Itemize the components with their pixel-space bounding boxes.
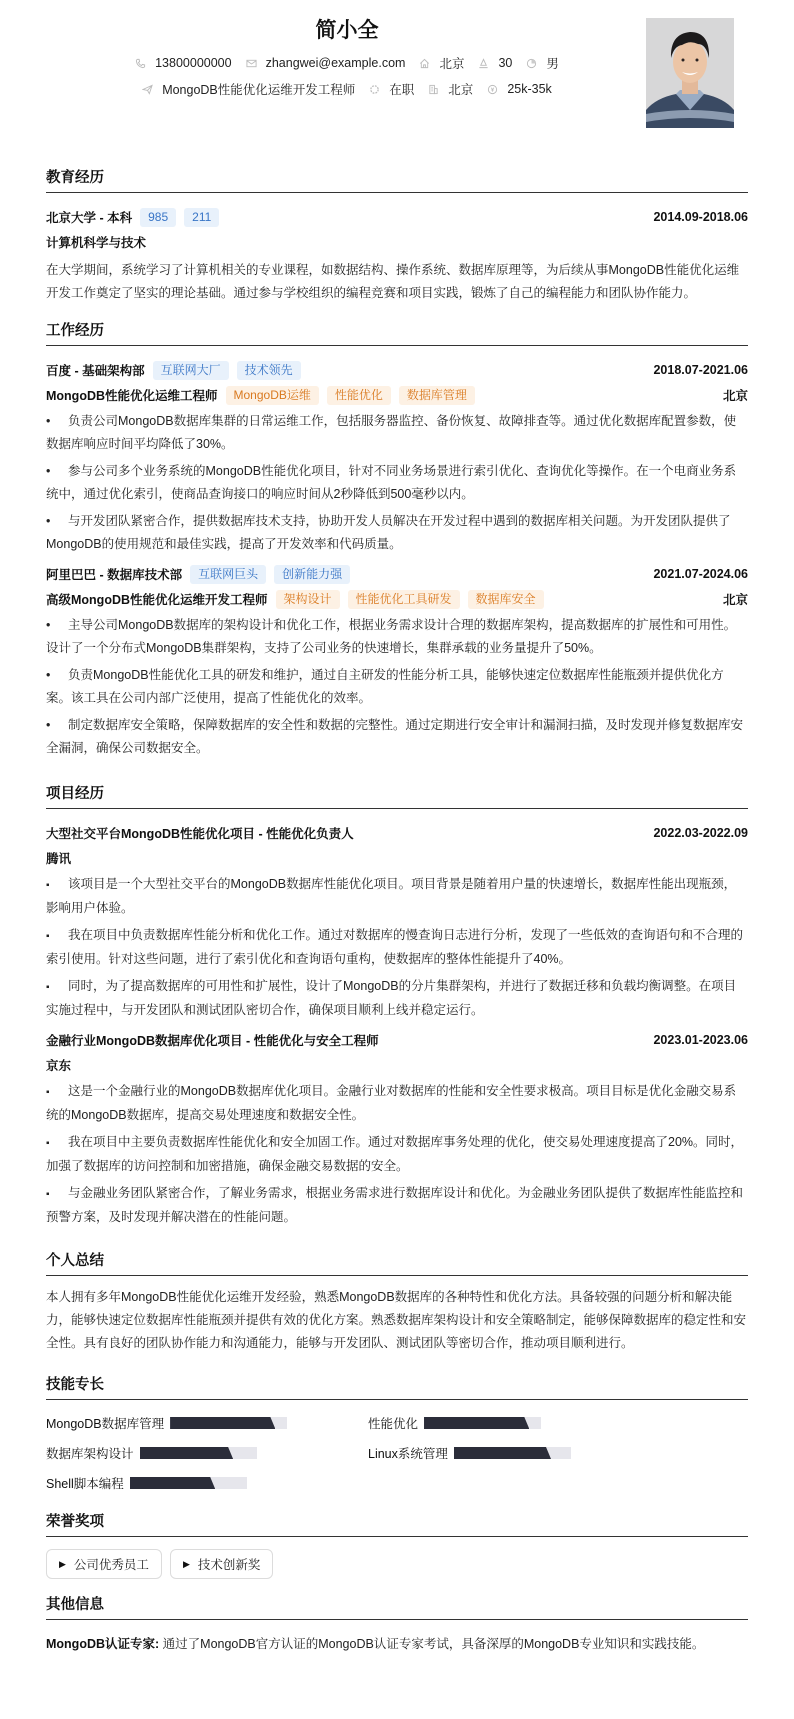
role-tag: 性能优化工具研发	[348, 590, 460, 609]
education-major-row	[46, 229, 748, 255]
bullet-icon	[46, 410, 68, 433]
project-name: 大型社交平台MongoDB性能优化项目 - 性能优化负责人	[46, 827, 354, 841]
summary-section	[46, 1249, 748, 1355]
triangle-right-icon: ▶	[182, 1558, 190, 1569]
contact-age: 30	[478, 56, 512, 70]
skills-section	[46, 1373, 748, 1494]
other-info-text: 通过了MongoDB官方认证的MongoDB认证专家考试，具备深厚的MongoDB专业知识和实践技能。	[162, 1637, 705, 1651]
other-info-label: MongoDB认证专家:	[46, 1637, 160, 1651]
project-date: 2023.01-2023.06	[653, 1033, 748, 1047]
list-item: ▪该项目是一个大型社交平台的MongoDB数据库性能优化项目。项目背景是随着用户量的快速增长，数据库性能出现瓶颈，影响用户体验。	[46, 873, 748, 920]
bullet-icon	[46, 924, 68, 948]
avatar-portrait-icon	[646, 18, 734, 128]
company-tag: 创新能力强	[274, 565, 350, 584]
work-date: 2018.07-2021.06	[653, 363, 748, 377]
school-tag: 211	[184, 208, 219, 227]
list-item: ▪这是一个金融行业的MongoDB数据库优化项目。金融行业对数据库的性能和安全性要求极高。项目目标是优化金融交易系统的MongoDB数据库，提高交易处理速度和数据安全性。	[46, 1080, 748, 1127]
work-entry	[46, 562, 748, 760]
project-header	[46, 1028, 748, 1052]
major: 计算机科学与技术	[46, 236, 147, 250]
building-icon	[428, 84, 439, 95]
bullet-icon	[46, 975, 68, 999]
school-name: 北京大学 - 本科	[46, 211, 133, 225]
avatar-photo	[646, 18, 734, 128]
project-entry	[46, 1028, 748, 1229]
section-title-projects: 项目经历	[46, 782, 748, 809]
list-item: •负责公司MongoDB数据库集群的日常运维工作，包括服务器监控、备份恢复、故障排查等。通过优化数据库配置参数，使数据库响应时间平均降低了30%。	[46, 410, 748, 456]
work-location: 北京	[722, 389, 748, 403]
skill-item	[46, 1472, 368, 1494]
work-entry	[46, 358, 748, 556]
project-header	[46, 821, 748, 845]
job-role: MongoDB性能优化运维工程师	[46, 389, 218, 403]
bullet-icon	[46, 1131, 68, 1155]
skill-bar-fill	[140, 1447, 234, 1459]
home-icon	[419, 58, 430, 69]
bullet-icon	[46, 714, 68, 737]
work-bullets	[46, 410, 748, 556]
school-tag: 985	[140, 208, 176, 227]
education-date: 2014.09-2018.06	[653, 210, 748, 224]
awards-section	[46, 1510, 748, 1579]
role-tag: 数据库管理	[399, 386, 475, 405]
skill-name: 数据库架构设计	[46, 1447, 134, 1461]
bullet-icon	[46, 664, 68, 687]
education-section	[46, 166, 748, 305]
section-title-awards: 荣誉奖项	[46, 1510, 748, 1537]
project-date: 2022.03-2022.09	[653, 826, 748, 840]
work-role-row	[46, 586, 748, 612]
bullet-icon	[46, 1182, 68, 1206]
project-company: 腾讯	[46, 852, 72, 866]
list-item: •制定数据库安全策略，保障数据库的安全性和数据的完整性。通过定期进行安全审计和漏洞扫描，及时发现并修复数据库安全漏洞，确保公司数据安全。	[46, 714, 748, 760]
list-item: ▪我在项目中主要负责数据库性能优化和安全加固工作。通过对数据库事务处理的优化，使交易处理速度提高了20%。同时，加强了数据库的访问控制和加密措施，确保金融交易数据的安全。	[46, 1131, 748, 1178]
summary-text: 本人拥有多年MongoDB性能优化运维开发经验，熟悉MongoDB数据库的各种特性和优化方法。具备较强的问题分析和解决能力，能够快速定位数据库性能瓶颈并提供有效的优化方案。熟悉数据库架构设计和安全策略制定，能够保障数据库的稳定性和安全性。具有良好的团队协作能力和沟通能力，能够与开发团队、测试团队等密切合作，推动项目顺利进行。	[46, 1290, 747, 1350]
salary-icon	[487, 84, 498, 95]
work-entry-header	[46, 358, 748, 382]
list-item: ▪我在项目中负责数据库性能分析和优化工作。通过对数据库的慢查询日志进行分析，发现了一些低效的查询语句和不合理的索引使用。针对这些问题，进行了索引优化和查询语句重构，使数据库的整体性能提升了40%。	[46, 924, 748, 971]
contact-email: zhangwei@example.com	[246, 56, 406, 70]
contact-phone: 13800000000	[135, 56, 231, 70]
section-title-skills: 技能专长	[46, 1373, 748, 1400]
section-title-work: 工作经历	[46, 319, 748, 346]
projects-section	[46, 782, 748, 1229]
bullet-icon	[46, 1080, 68, 1104]
skill-name: Linux系统管理	[368, 1447, 448, 1461]
gender-icon	[526, 58, 537, 69]
section-title-summary: 个人总结	[46, 1249, 748, 1276]
project-entry	[46, 821, 748, 1022]
intent-position: MongoDB性能优化运维开发工程师	[142, 80, 355, 98]
list-item: •参与公司多个业务系统的MongoDB性能优化项目，针对不同业务场景进行索引优化、查询优化等操作。在一个电商业务系统中，通过优化索引，使商品查询接口的响应时间从2秒降低到500毫秒以内。	[46, 460, 748, 506]
skill-item	[46, 1412, 368, 1434]
education-entry-header	[46, 205, 748, 229]
intent-status: 在职	[369, 80, 414, 98]
triangle-right-icon: ▶	[59, 1558, 66, 1569]
intent-salary: 25k-35k	[487, 82, 551, 96]
work-location: 北京	[722, 593, 748, 607]
skill-name: MongoDB数据库管理	[46, 1417, 165, 1431]
list-item: ▪同时，为了提高数据库的可用性和扩展性，设计了MongoDB的分片集群架构，并进行了数据迁移和负载均衡调整。在项目实施过程中，与开发团队和测试团队密切合作，确保项目顺利上线并稳定运行。	[46, 975, 748, 1022]
skill-item	[46, 1442, 368, 1464]
company-tag: 技术领先	[237, 361, 301, 380]
skill-item	[368, 1442, 690, 1464]
role-tag: MongoDB运维	[226, 386, 319, 405]
project-name: 金融行业MongoDB数据库优化项目 - 性能优化与安全工程师	[46, 1034, 379, 1048]
list-item: ▪与金融业务团队紧密合作，了解业务需求，根据业务需求进行数据库设计和优化。为金融业务团队提供了数据库性能监控和预警方案，及时发现并解决潜在的性能问题。	[46, 1182, 748, 1229]
job-role: 高级MongoDB性能优化运维开发工程师	[46, 593, 268, 607]
skill-bar-fill	[130, 1477, 215, 1489]
phone-icon	[135, 58, 146, 69]
mail-icon	[246, 58, 257, 69]
work-role-row	[46, 382, 748, 408]
section-title-education: 教育经历	[46, 166, 748, 193]
role-tag: 性能优化	[327, 386, 391, 405]
list-item: •负责MongoDB性能优化工具的研发和维护，通过自主研发的性能分析工具，能够快速定位数据库性能瓶颈并提供优化方案。该工具在公司内部广泛使用，提高了性能优化的效率。	[46, 664, 748, 710]
resume-header	[46, 14, 748, 154]
contact-row	[46, 50, 648, 76]
awards-list	[46, 1549, 748, 1579]
intent-city: 北京	[428, 80, 473, 98]
list-item: •主导公司MongoDB数据库的架构设计和优化工作，根据业务需求设计合理的数据库架构，提高数据库的扩展性和可用性。设计了一个分布式MongoDB集群架构，支持了公司业务的快速增长，集群承载的业务量提升了50%。	[46, 614, 748, 660]
award-item[interactable]: ▶ 技术创新奖	[170, 1549, 273, 1579]
list-item: •与开发团队紧密合作，提供数据库技术支持，协助开发人员解决在开发过程中遇到的数据库相关问题。为开发团队提供了MongoDB的使用规范和最佳实践，提高了开发效率和代码质量。	[46, 510, 748, 556]
work-date: 2021.07-2024.06	[653, 567, 748, 581]
skills-grid	[46, 1412, 748, 1494]
work-entry-header	[46, 562, 748, 586]
project-bullets	[46, 873, 748, 1022]
skill-bar	[130, 1477, 247, 1489]
award-item[interactable]: ▶ 公司优秀员工	[46, 1549, 162, 1579]
skill-bar	[170, 1417, 287, 1429]
skill-name: 性能优化	[368, 1417, 419, 1431]
work-bullets	[46, 614, 748, 760]
skill-item	[368, 1412, 690, 1434]
skill-bar	[454, 1447, 571, 1459]
company-tag: 互联网巨头	[190, 565, 266, 584]
contact-city: 北京	[419, 54, 464, 72]
company-name: 阿里巴巴 - 数据库技术部	[46, 568, 183, 582]
project-bullets	[46, 1080, 748, 1229]
section-title-other: 其他信息	[46, 1593, 748, 1620]
education-description: 在大学期间，系统学习了计算机相关的专业课程，如数据结构、操作系统、数据库原理等，为后续从事MongoDB性能优化运维开发工作奠定了坚实的理论基础。通过参与学校组织的编程竞赛和项目实践，锻炼了自己的编程能力和团队协作能力。	[46, 263, 740, 300]
bullet-icon	[46, 460, 68, 483]
project-company: 京东	[46, 1059, 72, 1073]
bullet-icon	[46, 873, 68, 897]
work-section	[46, 319, 748, 760]
job-intent-row	[46, 76, 648, 102]
company-tag: 互联网大厂	[153, 361, 229, 380]
skill-name: Shell脚本编程	[46, 1477, 124, 1491]
project-company-row	[46, 1052, 748, 1078]
project-company-row	[46, 845, 748, 871]
candidate-name: 简小全	[315, 19, 379, 42]
skill-bar	[140, 1447, 257, 1459]
contact-gender: 男	[526, 54, 559, 72]
other-info-row	[46, 1634, 748, 1652]
skill-bar	[424, 1417, 541, 1429]
role-tag: 架构设计	[276, 590, 340, 609]
skill-bar-fill	[424, 1417, 529, 1429]
role-tag: 数据库安全	[468, 590, 544, 609]
company-name: 百度 - 基础架构部	[46, 364, 145, 378]
other-section	[46, 1593, 748, 1652]
bullet-icon	[46, 614, 68, 637]
send-icon	[142, 84, 153, 95]
bullet-icon	[46, 510, 68, 533]
skill-bar-fill	[454, 1447, 551, 1459]
skill-bar-fill	[170, 1417, 275, 1429]
age-icon	[478, 58, 489, 69]
status-icon	[369, 84, 380, 95]
